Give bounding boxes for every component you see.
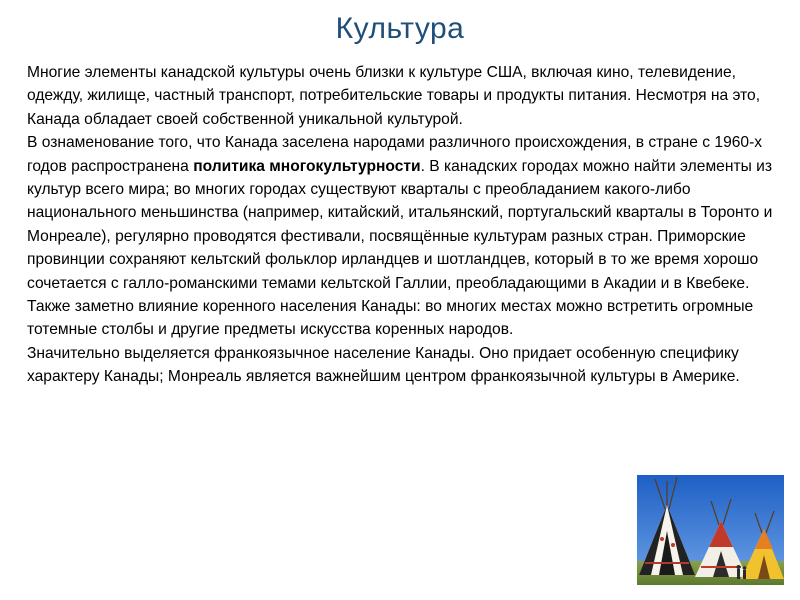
paragraph-text: . В канадских городах можно найти элементы из культур всего мира; во многих городах существуют кварталы с преобладанием какого-либо национального меньшинства (например, китайский, итальянский, португальский кварталы в Торонто и Монреале), регулярно проводятся фестивали, посвящённые культурам разных стран. Приморские провинции сохраняют кельтский фольклор ирландцев и шотландцев, который в то же время хорошо сочетается с галло-романскими темами кельтской Галлии, преобладающими в Акадии и в Квебеке. Также заметно влияние коренного населения Канады: во многих местах можно встретить огромные тотемные столбы и другие предметы искусства коренных народов.	[27, 157, 773, 339]
paragraph-text: Многие элементы канадской культуры очень близки к культуре США, включая кино, телевидение, одежду, жилище, частный транспорт, потребительские товары и продукты питания. Несмотря на это, Канада обладает своей собственной уникальной культурой.	[27, 64, 761, 128]
paragraph-francophone	[27, 342, 779, 389]
paragraph-text: В ознаменование того, что Канада заселена народами различного происхождения, в стране с 1960-х годов распространена	[27, 134, 763, 175]
teepee-photo	[637, 475, 784, 585]
slide-body	[27, 61, 779, 389]
paragraph-text: Значительно выделяется франкоязычное население Канады. Оно придает особенную специфику характеру Канады; Монреаль является важнейшим центром франкоязычной культуры в Америке.	[27, 344, 740, 386]
slide-title: Культура	[335, 12, 465, 45]
paragraph-multiculturalism	[27, 131, 779, 342]
highlighted-term: политика многокультурности	[193, 157, 421, 175]
teepee-illustration	[637, 475, 784, 585]
paragraph-culture-intro	[27, 61, 779, 131]
